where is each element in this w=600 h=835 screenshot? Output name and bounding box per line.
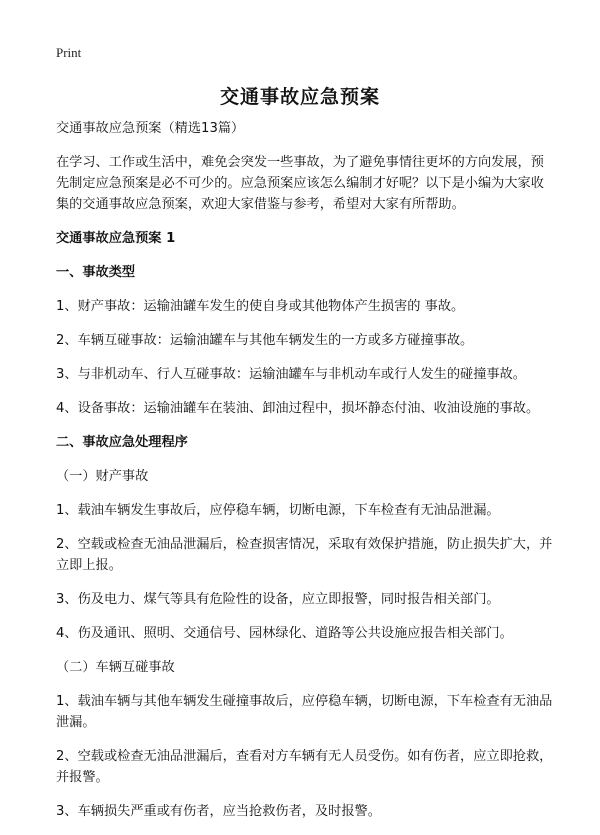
part1-item: 3、与非机动车、行人互碰事故：运输油罐车与非机动车或行人发生的碰撞事故。: [56, 367, 526, 382]
sub1-item: 3、伤及电力、煤气等具有危险性的设备，应立即报警，同时报告相关部门。: [56, 592, 500, 607]
part1-item: 2、车辆互碰事故：运输油罐车与其他车辆发生的一方或多方碰撞事故。: [56, 333, 474, 348]
section-heading: 交通事故应急预案 1: [56, 231, 176, 246]
print-link[interactable]: Print: [56, 45, 82, 60]
sub1-heading: （一）财产事故: [56, 469, 149, 484]
sub1-item: 2、空载或检查无油品泄漏后，检查损害情况，采取有效保护措施，防止损失扩大，并立即上报。: [56, 537, 553, 573]
sub2-item: 2、空载或检查无油品泄漏后，查看对方车辆有无人员受伤。如有伤者，应立即抢救，并报警。: [56, 749, 553, 785]
sub2-item: 1、载油车辆与其他车辆发生碰撞事故后，应停稳车辆，切断电源，下车检查有无油品泄漏。: [56, 694, 553, 730]
sub2-heading: （二）车辆互碰事故: [56, 660, 175, 675]
intro-paragraph: 在学习、工作或生活中，难免会突发一些事故，为了避免事情往更坏的方向发展，预先制定应急预案是必不可少的。应急预案应该怎么编制才好呢？以下是小编为大家收集的交通事故应急预案，欢迎大家借鉴与参考，希望对大家有所帮助。: [56, 155, 544, 212]
part2-heading: 二、事故应急处理程序: [56, 435, 188, 450]
document-subtitle: 交通事故应急预案（精选13篇）: [56, 121, 245, 136]
sub2-item: 3、车辆损失严重或有伤者，应当抢救伤者，及时报警。: [56, 804, 381, 819]
sub1-item: 4、伤及通讯、照明、交通信号、园林绿化、道路等公共设施应报告相关部门。: [56, 626, 513, 641]
document-body: [56, 118, 556, 835]
page-title: 交通事故应急预案: [219, 86, 380, 108]
part1-item: 4、设备事故：运输油罐车在装油、卸油过程中，损坏静态付油、收油设施的事故。: [56, 401, 540, 416]
part1-item: 1、财产事故：运输油罐车发生的使自身或其他物体产生损害的 事故。: [56, 299, 465, 314]
sub1-item: 1、载油车辆发生事故后，应停稳车辆，切断电源，下车检查有无油品泄漏。: [56, 503, 500, 518]
part1-heading: 一、事故类型: [56, 265, 136, 280]
